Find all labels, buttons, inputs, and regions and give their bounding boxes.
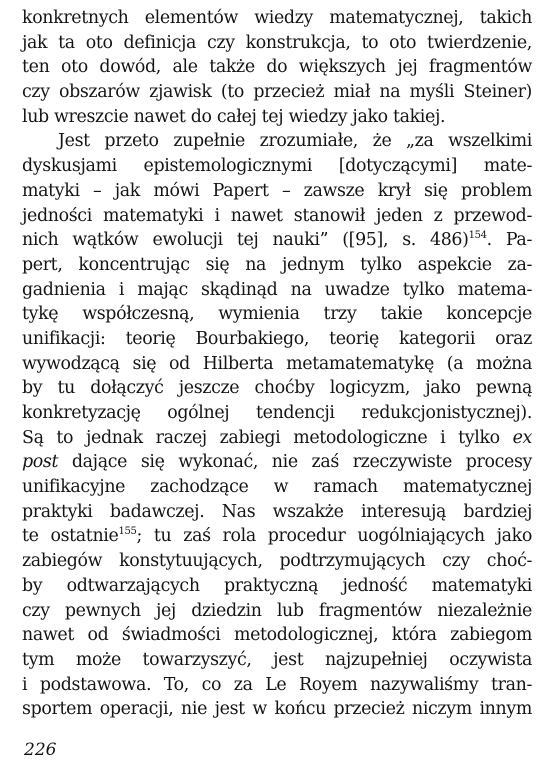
text-line bbox=[22, 228, 532, 253]
text-line bbox=[22, 697, 532, 722]
text-line bbox=[22, 352, 532, 377]
text-line bbox=[22, 574, 532, 599]
italic-text: ex bbox=[512, 427, 532, 448]
line-text: te ostatnie bbox=[22, 526, 119, 547]
line-text: matyki – jak mówi Papert – zawsze krył się problem bbox=[22, 180, 532, 201]
text-line bbox=[22, 55, 532, 80]
line-text: zabiegów konstytuujących, podtrzymujących czy choć- bbox=[22, 551, 532, 572]
text-line bbox=[22, 179, 532, 204]
text-line bbox=[22, 648, 532, 673]
line-text: ten oto dowód, ale także do większych jej fragmentów bbox=[22, 57, 532, 78]
line-text: czy obszarów zjawisk (to przecież miał na myśli Steiner) bbox=[22, 82, 532, 103]
line-text: nawet od świadmości metodologicznej, która zabiegom bbox=[22, 625, 532, 646]
text-line bbox=[22, 376, 532, 401]
text-line bbox=[22, 80, 532, 105]
line-text-continuation: ; tu zaś rola procedur uogólniających jako bbox=[136, 526, 532, 547]
italic-text: post bbox=[22, 452, 59, 473]
line-text: by tu dołączyć jeszcze choćby logicyzm, jako pewną bbox=[22, 378, 532, 399]
line-text: czy pewnych jej dziedzin lub fragmentów niezależnie bbox=[22, 600, 532, 621]
text-line bbox=[22, 253, 532, 278]
line-text: tykę współczesną, wymienia trzy takie koncepcje bbox=[22, 304, 532, 325]
line-text: konkretnych elementów wiedzy matematycznej, takich bbox=[22, 8, 532, 28]
footnote-reference: 154 bbox=[468, 230, 487, 242]
text-line bbox=[22, 623, 532, 648]
line-text: praktyki badawczej. Nas wszakże interesują bardziej bbox=[22, 501, 532, 522]
text-line bbox=[22, 302, 532, 327]
line-text: by odtwarzających praktyczną jedność matematyki bbox=[22, 575, 532, 596]
text-line bbox=[22, 475, 532, 500]
text-line bbox=[22, 327, 532, 352]
text-line bbox=[22, 426, 532, 451]
text-line bbox=[22, 6, 532, 31]
line-text: unifikacji: teorię Bourbakiego, teorię kategorii oraz bbox=[22, 328, 532, 349]
text-line bbox=[22, 673, 532, 698]
line-text: unifikacyjne zachodzące w ramach matematycznej bbox=[22, 477, 532, 498]
line-text: jak ta oto definicja czy konstrukcja, to oto twierdzenie, bbox=[22, 32, 532, 53]
text-line bbox=[22, 278, 532, 303]
text-line bbox=[22, 450, 532, 475]
line-text: Jest przeto zupełnie zrozumiałe, że „za wszelkimi bbox=[58, 131, 532, 152]
paragraph-text bbox=[22, 6, 532, 722]
page-number: 226 bbox=[24, 740, 57, 760]
text-line bbox=[22, 105, 532, 130]
line-text: tym może towarzyszyć, jest najzupełniej oczywista bbox=[22, 649, 532, 670]
line-text: dające się wykonać, nie zaś rzeczywiste procesy bbox=[58, 452, 532, 473]
line-text: gadnienia i mając skądinąd na uwadze tylko matema- bbox=[22, 279, 532, 300]
line-text: pert, koncentrując się na jednym tylko aspekcie za- bbox=[22, 254, 532, 275]
line-text-continuation: . Pa- bbox=[486, 230, 532, 251]
text-line bbox=[22, 31, 532, 56]
page-body bbox=[22, 6, 532, 722]
line-text: sportem operacji, nie jest w końcu przecież niczym innym bbox=[22, 699, 532, 720]
line-text: Są to jednak raczej zabiegi metodologiczne i tylko bbox=[22, 427, 513, 448]
line-text: dyskusjami epistemologicznymi [dotyczącymi] mate- bbox=[22, 156, 532, 177]
text-line bbox=[22, 154, 532, 179]
line-text: konkretyzację ogólnej tendencji redukcjonistycznej). bbox=[22, 403, 532, 423]
text-line bbox=[22, 204, 532, 229]
line-text: wywodzącą się od Hilberta metamatematykę (a można bbox=[22, 353, 532, 374]
line-text: i podstawowa. To, co za Le Royem nazywaliśmy tran- bbox=[22, 674, 532, 695]
footnote-reference: 155 bbox=[118, 526, 137, 538]
line-text: nich wątków ewolucji tej nauki” ([95], s. 486) bbox=[22, 230, 469, 251]
text-line bbox=[22, 401, 532, 426]
text-line bbox=[22, 524, 532, 549]
line-text: lub wreszcie nawet do całej tej wiedzy jako takiej. bbox=[22, 106, 446, 127]
text-line bbox=[22, 129, 532, 154]
text-line bbox=[22, 599, 532, 624]
text-line bbox=[22, 500, 532, 525]
text-line bbox=[22, 549, 532, 574]
line-text: jedności matematyki i nawet stanowił jeden z przewod- bbox=[22, 205, 532, 226]
